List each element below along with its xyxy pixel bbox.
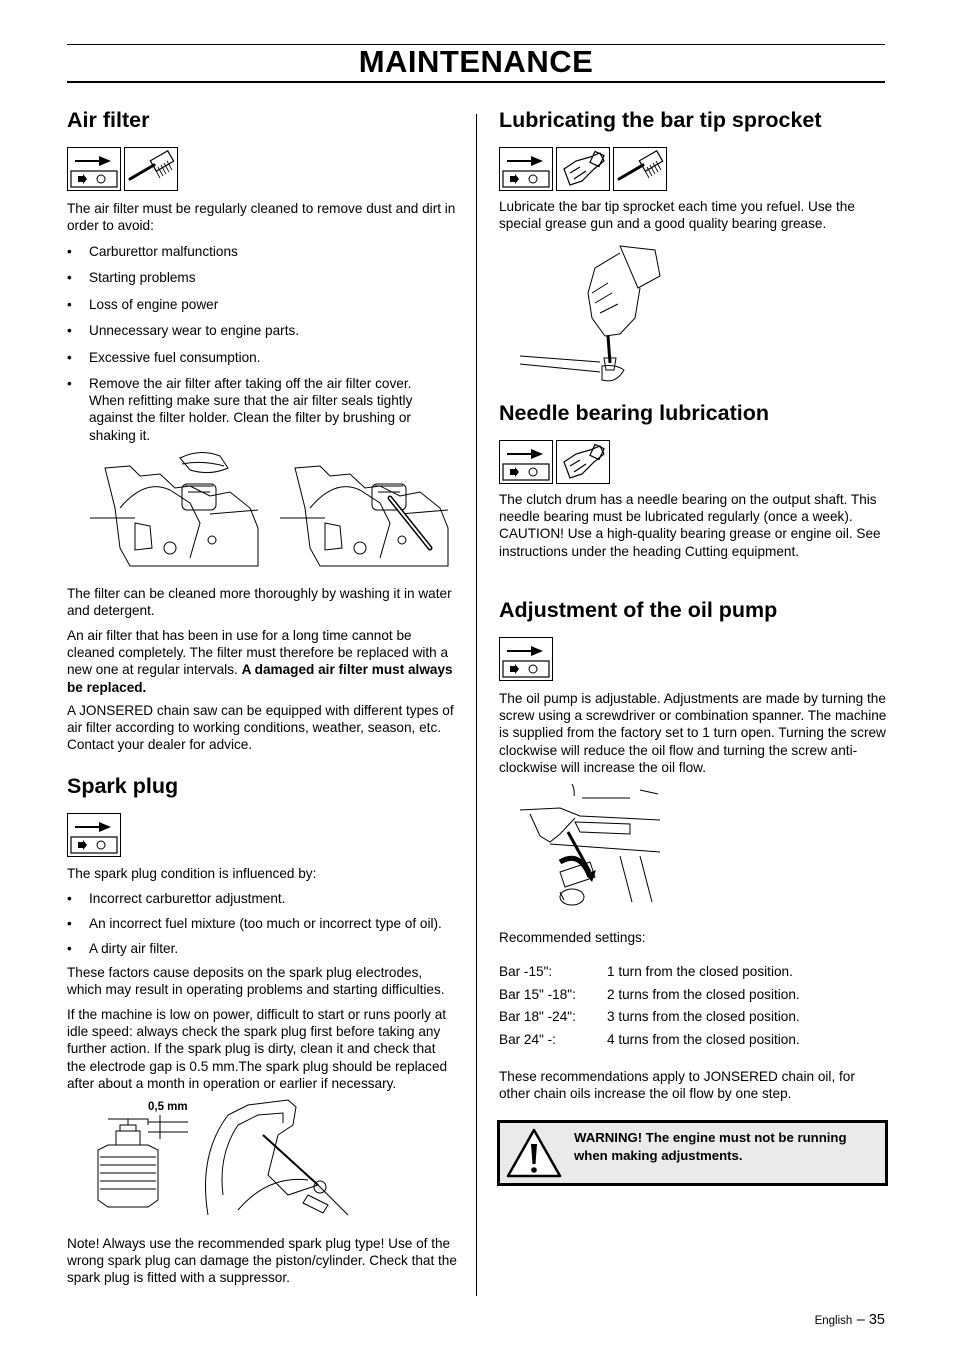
settings-value: 4 turns from the closed position. — [607, 1032, 800, 1047]
oil-pump-heading: Adjustment of the oil pump — [499, 598, 778, 622]
settings-bar: Bar -15": — [499, 964, 553, 979]
needle-heading: Needle bearing lubrication — [499, 401, 769, 425]
settings-value: 1 turn from the closed position. — [607, 964, 793, 979]
list-item-text: Excessive fuel consumption. — [89, 350, 261, 365]
oil-pump-text: The oil pump is adjustable. Adjustments are made by turning the screw using a screwdriver or combination spanner. The machine is supplied from the factory set to 1 turn open. Turning the screw clockwise will reduce the oil flow and turning the screw anti-clockwise will increase the oil flow. — [499, 691, 887, 775]
spark-plug-para-2: If the machine is low on power, difficult to start or runs poorly at idle speed: always check the spark plug first before taking any further action. If the spark plug is dirty, clean it and check that the electrode gap is 0.5 mm.The spark plug should be replaced after about a month in operation or earlier if necessary. — [67, 1007, 448, 1091]
maintenance-schedule-icon — [499, 637, 553, 681]
spark-plug-intro: The spark plug condition is influenced by: — [67, 866, 317, 881]
footer-page — [760, 1311, 885, 1329]
maintenance-schedule-icon — [499, 147, 553, 191]
oil-pump-note: These recommendations apply to JONSERED chain oil, for other chain oils increase the oil flow by one step. — [499, 1069, 855, 1102]
list-item-text: An incorrect fuel mixture (too much or incorrect type of oil). — [89, 916, 442, 931]
air-filter-heading: Air filter — [67, 108, 150, 132]
maintenance-schedule-icon — [67, 147, 121, 191]
list-item-text: Starting problems — [89, 270, 196, 285]
grease-gun-icon — [556, 147, 610, 191]
warning-triangle-icon — [504, 1126, 564, 1182]
settings-value: 2 turns from the closed position. — [607, 987, 800, 1002]
brush-icon — [124, 147, 178, 191]
grease-gun-illustration — [520, 238, 670, 388]
air-filter-para-2-text: An air filter that has been in use for a long time cannot be cleaned completely. The filter must therefore be replaced with a new one at regular intervals. — [67, 628, 449, 678]
spark-plug-illustration — [88, 1095, 358, 1225]
list-item-text: Loss of engine power — [89, 297, 219, 312]
footer-language: English — [814, 1315, 853, 1327]
settings-row — [499, 1031, 889, 1048]
air-filter-para-1: The filter can be cleaned more thoroughly by washing it in water and detergent. — [67, 586, 452, 619]
needle-text: The clutch drum has a needle bearing on the output shaft. This needle bearing must be lubricated regularly (once a week). CAUTION! Use a high-quality bearing grease or engine oil. See instructions under the heading Cutting equipment. — [499, 492, 881, 559]
sprocket-text: Lubricate the bar tip sprocket each time you refuel. Use the special grease gun and a good quality bearing grease. — [499, 199, 855, 232]
settings-value: 3 turns from the closed position. — [607, 1009, 800, 1024]
column-divider — [476, 114, 477, 1296]
settings-row — [499, 1008, 889, 1025]
settings-row — [499, 986, 889, 1003]
settings-row — [499, 963, 889, 980]
page-title: MAINTENANCE — [358, 44, 594, 79]
settings-bar: Bar 18" -24": — [499, 1009, 576, 1024]
air-filter-illustration — [90, 448, 455, 576]
air-filter-para-3: A JONSERED chain saw can be equipped with different types of air filter according to working conditions, weather, season, etc. Contact your dealer for advice. — [67, 703, 454, 753]
sprocket-heading: Lubricating the bar tip sprocket — [499, 108, 822, 132]
oil-pump-illustration — [520, 782, 665, 917]
maintenance-schedule-icon — [67, 813, 121, 857]
footer-page-number: – 35 — [856, 1312, 885, 1328]
spark-plug-para-1: These factors cause deposits on the spark plug electrodes, which may result in operating problems and starting difficulties. — [67, 965, 445, 998]
settings-bar: Bar 15" -18": — [499, 987, 576, 1002]
brush-icon — [613, 147, 667, 191]
spark-plug-gap-label: 0,5 mm — [148, 1101, 188, 1113]
air-filter-para-2-bold: A damaged air filter must always be replaced. — [67, 662, 453, 695]
list-item-text: Incorrect carburettor adjustment. — [89, 891, 286, 906]
list-item-text: Remove the air filter after taking off the air filter cover. When refitting make sure that the air filter seals tightly against the filter holder. Clean the filter by brushing or shaking it. — [89, 376, 413, 443]
air-filter-intro: The air filter must be regularly cleaned to remove dust and dirt in order to avoid: — [67, 201, 456, 234]
grease-gun-icon — [556, 440, 610, 484]
warning-box — [497, 1120, 888, 1186]
maintenance-schedule-icon — [499, 440, 553, 484]
settings-bar: Bar 24" -: — [499, 1032, 556, 1047]
list-item-text: Carburettor malfunctions — [89, 244, 238, 259]
warning-text: WARNING! The engine must not be running when making adjustments. — [574, 1130, 847, 1163]
spark-plug-heading: Spark plug — [67, 774, 179, 798]
list-item-text: Unnecessary wear to engine parts. — [89, 323, 300, 338]
spark-plug-note: Note! Always use the recommended spark plug type! Use of the wrong spark plug can damage the piston/cylinder. Check that the spark plug is fitted with a suppressor. — [67, 1236, 457, 1286]
recommended-label: Recommended settings: — [499, 930, 646, 945]
list-item-text: A dirty air filter. — [89, 941, 179, 956]
air-filter-para-2 — [67, 627, 457, 696]
header-bottom-rule — [67, 81, 885, 83]
